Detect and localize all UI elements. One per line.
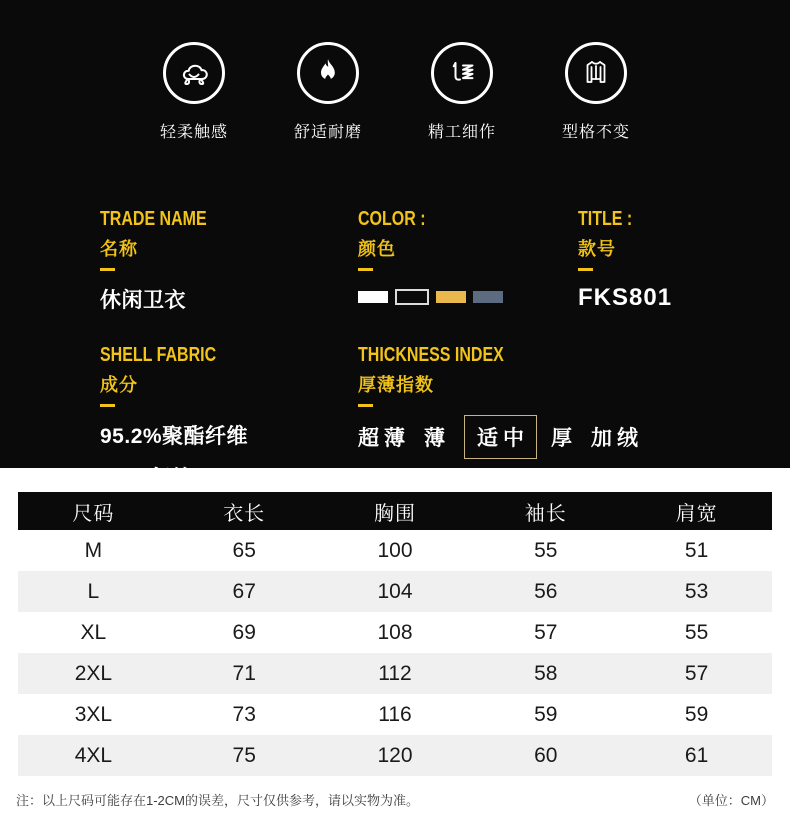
size-table-wrap xyxy=(18,492,772,776)
info-row-1 xyxy=(0,208,790,314)
table-cell: 108 xyxy=(377,620,413,644)
unit-text: （单位：CM） xyxy=(688,793,774,808)
table-cell: 69 xyxy=(232,620,256,644)
header-cell: 衣长 xyxy=(169,492,320,530)
size-table xyxy=(18,492,772,776)
trade-name-value: 休闲卫衣 xyxy=(100,289,186,312)
table-cell: 57 xyxy=(684,661,709,685)
shell-fabric-heading-cn: 成分 xyxy=(100,375,138,395)
header-cell: 胸围 xyxy=(320,492,471,530)
table-cell: M xyxy=(84,538,103,562)
table-row xyxy=(18,694,772,735)
shell-fabric-block xyxy=(100,344,358,492)
table-cell: 2XL xyxy=(74,661,113,685)
table-cell: 71 xyxy=(232,661,256,685)
table-cell: 67 xyxy=(232,579,256,603)
title-heading-cn: 款号 xyxy=(578,239,616,259)
thickness-option: 厚 xyxy=(551,427,577,450)
table-cell: 73 xyxy=(232,702,256,726)
fabric-line-2: 4.8%氨纶 xyxy=(100,467,193,490)
size-table-body xyxy=(18,530,772,776)
trade-name-heading-cn: 名称 xyxy=(100,239,138,259)
table-cell: 3XL xyxy=(74,702,113,726)
thickness-option: 加绒 xyxy=(591,427,643,450)
feature-wear-resistant xyxy=(278,42,378,142)
shell-fabric-heading-en: SHELL FABRIC xyxy=(100,344,217,366)
color-heading-cn: 颜色 xyxy=(358,239,396,259)
feature-label: 型格不变 xyxy=(561,124,630,141)
stitching-icon xyxy=(431,42,493,104)
table-row xyxy=(18,530,772,571)
accent-dash xyxy=(100,268,115,271)
feature-fine-craft xyxy=(412,42,512,142)
table-cell: 100 xyxy=(377,538,413,562)
feature-soft-touch xyxy=(144,42,244,142)
table-cell: 65 xyxy=(232,538,256,562)
feature-label: 精工细作 xyxy=(427,124,496,141)
header-cell: 尺码 xyxy=(18,492,169,530)
thickness-options xyxy=(358,415,790,459)
thickness-heading-cn: 厚薄指数 xyxy=(358,375,434,395)
table-cell: 60 xyxy=(534,743,558,767)
title-value: FKS801 xyxy=(578,284,673,311)
jacket-icon xyxy=(565,42,627,104)
table-row xyxy=(18,735,772,776)
flame-icon xyxy=(297,42,359,104)
table-cell: 55 xyxy=(534,538,558,562)
table-cell: 4XL xyxy=(74,743,113,767)
header-cell: 肩宽 xyxy=(621,492,772,530)
table-cell: 104 xyxy=(377,579,413,603)
feature-label: 舒适耐磨 xyxy=(293,124,362,141)
table-cell: 55 xyxy=(684,620,709,644)
color-swatch-black-outlined xyxy=(395,289,429,305)
color-swatches xyxy=(358,289,578,305)
table-cell: 53 xyxy=(684,579,709,603)
table-cell: 58 xyxy=(534,661,558,685)
fabric-line-1: 95.2%聚酯纤维 xyxy=(100,425,249,448)
table-cell: 120 xyxy=(377,743,413,767)
feature-shape-keeping xyxy=(546,42,646,142)
table-cell: 75 xyxy=(232,743,256,767)
table-cell: 59 xyxy=(684,702,709,726)
thickness-block xyxy=(358,344,790,492)
note-text: 注：以上尺码可能存在1-2CM的误差，尺寸仅供参考，请以实物为准。 xyxy=(16,793,420,808)
table-cell: 59 xyxy=(534,702,558,726)
color-swatch-white xyxy=(358,291,388,303)
accent-dash xyxy=(358,268,373,271)
table-header-row xyxy=(18,492,772,530)
color-swatch-gold xyxy=(436,291,466,303)
table-row xyxy=(18,612,772,653)
table-cell: L xyxy=(87,579,100,603)
accent-dash xyxy=(358,404,373,407)
features-row xyxy=(0,42,790,142)
accent-dash xyxy=(578,268,593,271)
table-cell: 56 xyxy=(534,579,558,603)
table-cell: 61 xyxy=(684,743,709,767)
thickness-option: 薄 xyxy=(424,427,450,450)
color-swatch-slate-blue xyxy=(473,291,503,303)
table-cell: 51 xyxy=(684,538,709,562)
accent-dash xyxy=(100,404,115,407)
table-cell: 112 xyxy=(378,661,412,685)
info-row-2 xyxy=(0,344,790,492)
table-cell: 57 xyxy=(534,620,558,644)
color-block xyxy=(358,208,578,314)
thickness-heading-en: THICKNESS INDEX xyxy=(358,344,504,366)
thickness-option: 超薄 xyxy=(358,427,410,450)
header-cell: 袖长 xyxy=(470,492,621,530)
title-block xyxy=(578,208,790,314)
table-cell: 116 xyxy=(378,702,412,726)
trade-name-heading-en: TRADE NAME xyxy=(100,208,207,230)
table-row xyxy=(18,571,772,612)
cotton-icon xyxy=(163,42,225,104)
note-row xyxy=(0,790,790,809)
thickness-option-selected: 适中 xyxy=(464,415,537,459)
color-heading-en: COLOR : xyxy=(358,208,426,230)
title-heading-en: TITLE : xyxy=(578,208,633,230)
table-cell: XL xyxy=(80,620,107,644)
trade-name-block xyxy=(100,208,358,314)
table-row xyxy=(18,653,772,694)
feature-label: 轻柔触感 xyxy=(159,124,228,141)
